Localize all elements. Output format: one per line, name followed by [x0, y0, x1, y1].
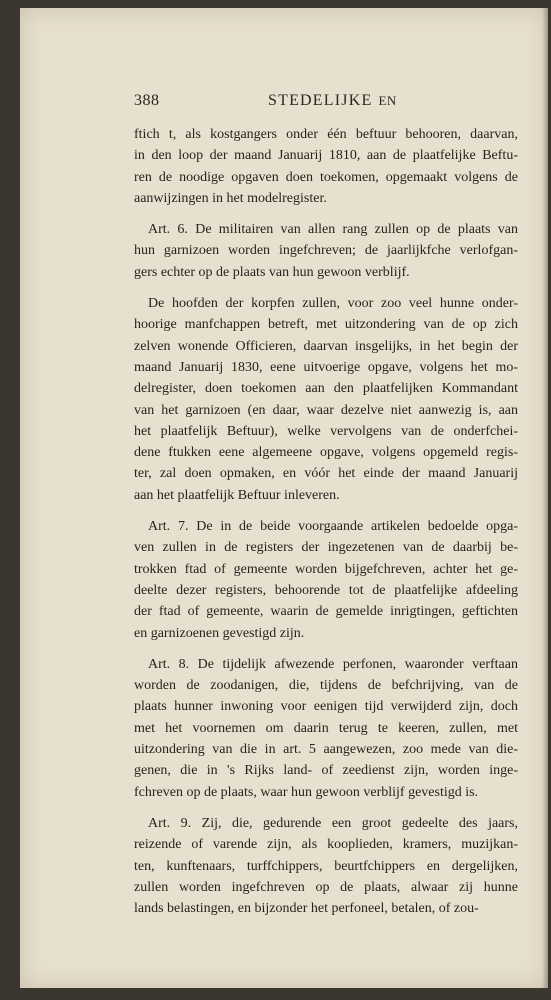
- page-header: [134, 92, 514, 114]
- text-line: plaats hunner inwoning voor eenigen tijd verwijderd zijn, doch: [134, 699, 518, 715]
- paragraph: [134, 654, 518, 803]
- text-line: der ftad of gemeente, waarin de gemelde inrigtingen, geftichten: [134, 604, 518, 620]
- text-line: Art. 9. Zij, die, gedurende een groot gedeelte des jaars,: [148, 815, 518, 831]
- running-title-main: STEDELIJKE: [268, 92, 373, 109]
- text-line: worden de zoodanigen, die, tijdens de befchrijving, van de: [134, 678, 518, 694]
- text-line: Art. 8. De tijdelijk afwezende perfonen, waaronder verftaan: [148, 656, 518, 672]
- text-line: ven zullen in de registers der ingezetenen van de daarbij be-: [134, 540, 518, 556]
- text-line: dene ftukken eene algemeene opgave, volgens opgemeld regis-: [134, 445, 518, 461]
- text-line: ftich t, als kostgangers onder één beftuur behooren, daarvan,: [134, 127, 518, 142]
- text-line: genen, die in 's Rijks land- of zeedienst zijn, worden inge-: [134, 763, 518, 779]
- text-line: hun garnizoen worden ingefchreven; de jaarlijkfche verlofgan-: [134, 243, 518, 259]
- text-line: en garnizoenen gevestigd zijn.: [134, 625, 305, 641]
- text-line: lands belastingen, en bijzonder het perfoneel, betalen, of zou-: [134, 901, 479, 917]
- text-line: Art. 6. De militairen van allen rang zullen op de plaats van: [148, 222, 518, 238]
- text-line: deelte dezer registers, behoorende tot de plaatfelijke afdeeling: [134, 582, 518, 598]
- text-line: aanwijzingen in het modelregister.: [134, 190, 327, 206]
- paragraph: [134, 219, 518, 283]
- paragraph: [134, 813, 518, 919]
- text-line: maand Januarij 1830, eene uitvoerige opgave, volgens het mo-: [134, 359, 518, 375]
- text-line: hoorige manfchappen betreft, met uitzondering van de op zich: [134, 317, 518, 333]
- page-edge-shadow: [542, 8, 548, 988]
- paragraph: [134, 124, 518, 209]
- text-line: uitzondering van die in art. 5 aangewezen, zoo mede van die-: [134, 742, 518, 758]
- paragraph: [134, 516, 518, 644]
- text-line: ren de noodige opgaven doen toekomen, opgemaakt volgens de: [134, 169, 518, 185]
- text-line: reizende of varende zijn, als kooplieden, kramers, muzijkan-: [134, 837, 518, 853]
- text-line: delregister, doen toekomen aan den plaatfelijken Kommandant: [134, 381, 518, 397]
- body-text: [134, 124, 518, 919]
- text-line: fchreven op de plaats, waar hun gewoon verblijf gevestigd is.: [134, 784, 479, 800]
- text-line: in den loop der maand Januarij 1810, aan de plaatfelijke Beftu-: [134, 148, 518, 164]
- text-line: met het voornemen om daarin terug te keeren, zullen, met: [134, 720, 518, 736]
- running-title: [268, 92, 397, 110]
- running-title-suffix: EN: [378, 93, 397, 108]
- paragraph-gap: [134, 506, 518, 516]
- text-line: ter, zal doen opmaken, en vóór het einde der maand Januarij: [134, 466, 518, 482]
- paragraph-gap: [134, 209, 518, 219]
- paragraph-gap: [134, 283, 518, 293]
- text-line: trokken ftad of gemeente worden bijgefchreven, achter het ge-: [134, 561, 518, 577]
- text-line: De hoofden der korpfen zullen, voor zoo veel hunne onder-: [148, 296, 518, 312]
- text-line: ten, kunftenaars, turffchippers, beurtfchippers en dergelijken,: [134, 858, 518, 874]
- paragraph-gap: [134, 644, 518, 654]
- text-line: aan het plaatfelijk Beftuur inleveren.: [134, 487, 340, 503]
- paragraph: [134, 293, 518, 506]
- page-number: 388: [134, 92, 160, 109]
- text-line: van het garnizoen (en daar, waar dezelve niet aanwezig is, aan: [134, 402, 518, 418]
- text-line: zullen worden ingefchreven op de plaats, alwaar zij hunne: [134, 879, 518, 895]
- text-line: Art. 7. De in de beide voorgaande artikelen bedoelde opga-: [148, 519, 518, 535]
- paragraph-gap: [134, 803, 518, 813]
- book-page: [20, 8, 548, 988]
- text-line: het plaatfelijk Beftuur), welke vervolgens van de onderfchei-: [134, 423, 518, 439]
- text-line: gers echter op de plaats van hun gewoon verblijf.: [134, 264, 410, 280]
- text-line: zelven wonende Officieren, daarvan insgelijks, in het begin der: [134, 338, 518, 354]
